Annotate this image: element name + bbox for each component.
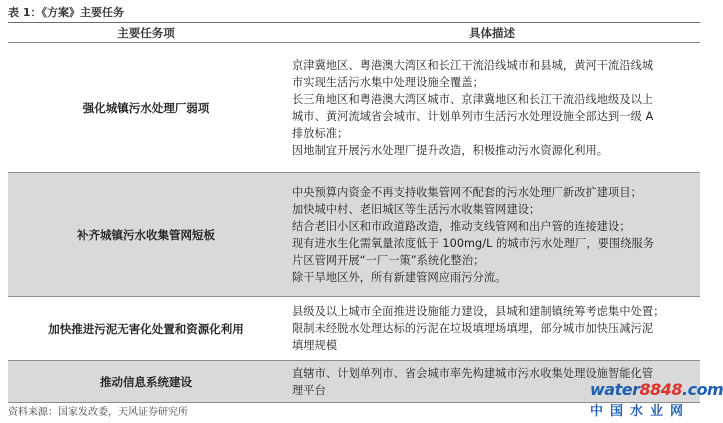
watermark-number: 8848 xyxy=(639,380,682,399)
desc-line: 结合老旧小区和市政道路改造，推动支线管网和出户管的连接建设； xyxy=(292,219,631,233)
table-row xyxy=(8,297,700,361)
table-row xyxy=(8,173,700,297)
task-cell: 加快推进污泥无害化处置和资源化利用 xyxy=(48,321,244,336)
desc-line: 排放标准； xyxy=(292,126,349,140)
watermark-suffix: .com xyxy=(682,380,723,399)
desc-line: 除干旱地区外，所有新建管网应雨污分流。 xyxy=(292,270,507,284)
desc-line: 现有进水生化需氧量浓度低于 100mg/L 的城市污水处理厂，要围绕服务 xyxy=(292,236,655,250)
desc-cell xyxy=(284,297,700,361)
desc-line: 理平台 xyxy=(292,383,326,397)
task-cell: 推动信息系统建设 xyxy=(8,361,284,403)
desc-line: 限制未经脱水处理达标的污泥在垃圾填埋场填埋，部分城市加快压减污泥 xyxy=(292,322,654,335)
watermark-logo xyxy=(590,380,723,399)
table-row xyxy=(8,43,700,173)
task-table xyxy=(8,22,700,403)
site-watermark xyxy=(590,380,723,420)
desc-line: 城市、黄河流域省会城市、计划单列市生活污水处理设施全部达到一级 A xyxy=(292,109,654,123)
desc-line: 因地制宜开展污水处理厂提升改造，积极推动污水资源化利用。 xyxy=(292,143,609,157)
desc-line: 填埋规模 xyxy=(292,339,338,352)
watermark-cn: 中国水业网 xyxy=(590,404,691,419)
desc-cell xyxy=(284,43,700,173)
desc-line: 县级及以上城市全面推进设施能力建设，县城和建制镇统筹考虑集中处置； xyxy=(292,305,665,318)
header-task: 主要任务项 xyxy=(8,23,284,43)
header-desc: 具体描述 xyxy=(284,23,700,43)
desc-line: 片区管网开展“一厂一策”系统化整治； xyxy=(292,253,485,267)
table-header-row xyxy=(8,23,700,43)
desc-line: 加快城中村、老旧城区等生活污水收集管网建设； xyxy=(292,202,541,216)
task-cell: 强化城镇污水处理厂弱项 xyxy=(82,100,210,115)
watermark-brand: water xyxy=(590,380,640,399)
desc-line: 中央预算内资金不再支持收集管网不配套的污水处理厂新改扩建项目； xyxy=(292,185,642,199)
desc-line: 长三角地区和粤港澳大湾区城市、京津冀地区和长江干流沿线地级及以上 xyxy=(292,92,654,106)
desc-line: 市实现生活污水集中处理设施全覆盖； xyxy=(292,75,484,89)
desc-line: 京津冀地区、粤港澳大湾区和长江干流沿线城市和县城，黄河干流沿线城 xyxy=(292,58,654,72)
source-note: 资料来源：国家发改委，天风证券研究所 xyxy=(8,407,188,418)
table-caption: 表 1：《方案》主要任务 xyxy=(8,6,124,19)
task-cell: 补齐城镇污水收集管网短板 xyxy=(8,173,284,297)
desc-line: 直辖市、计划单列市、省会城市率先构建城市污水收集处理设施智能化管 xyxy=(292,366,654,380)
desc-cell xyxy=(284,173,700,297)
